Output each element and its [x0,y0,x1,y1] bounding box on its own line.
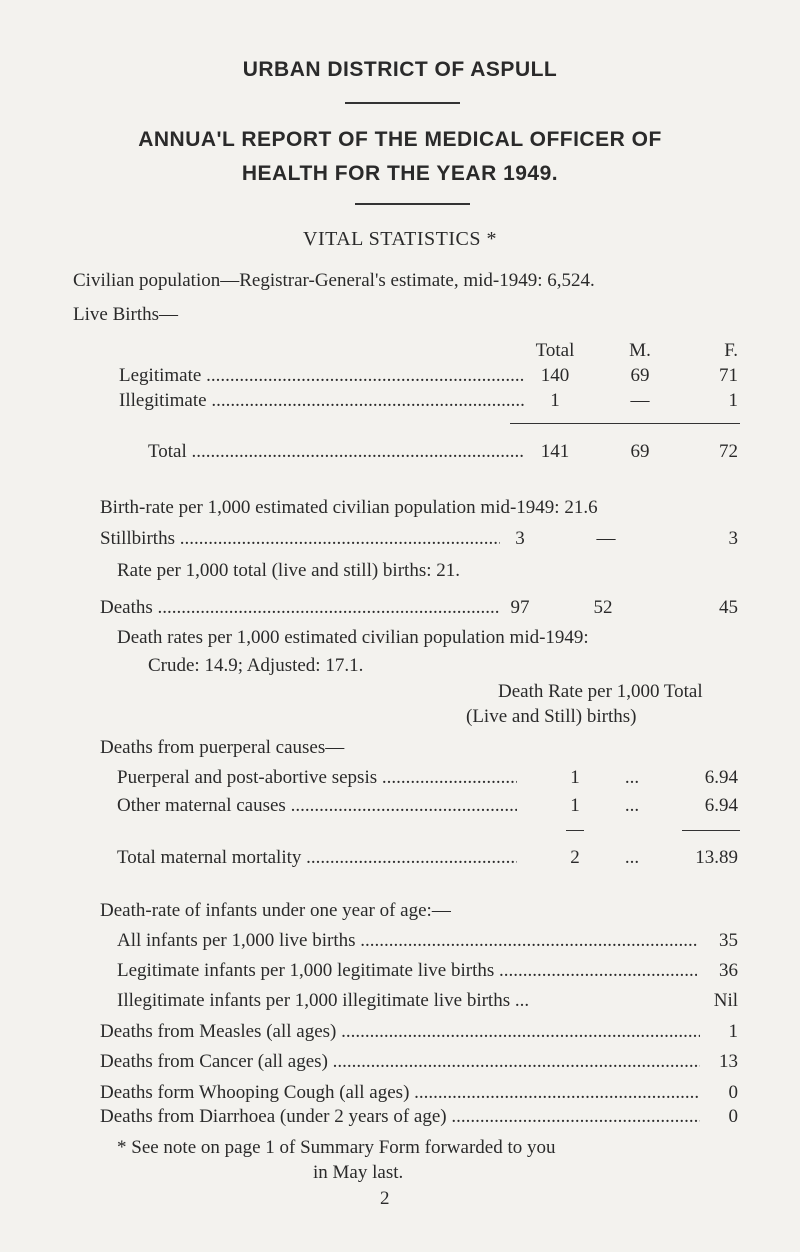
sepsis-count: 1 [570,767,580,788]
stillbirth-rate-line: Rate per 1,000 total (live and still) births: 21. [117,560,460,581]
sepsis-label: Puerperal and post-abortive sepsis ..... [117,767,517,789]
infant-illegitimate-label: Illegitimate infants per 1,000 illegitimate live births ... [117,990,530,1011]
stillbirths-m: — [596,528,616,549]
deaths-f: 45 [719,597,738,618]
section-title: VITAL STATISTICS * [303,228,497,250]
sepsis-sep: ... [624,767,640,788]
stillbirths-f: 3 [728,528,738,549]
deaths-label: Deaths ..... [100,597,500,619]
rate-rule [682,830,740,831]
whooping-cough-value: 0 [728,1082,738,1103]
infant-all-label: All infants per 1,000 live births ..... [117,930,697,952]
divider [355,203,470,205]
stillbirths-total: 3 [515,528,525,549]
rate-heading-line1: Death Rate per 1,000 Total [498,681,703,702]
deaths-total: 97 [510,597,530,618]
maternal-total-rate: 13.89 [695,847,738,868]
total-rule [510,423,740,424]
illegitimate-label: Illegitimate ..... [119,390,524,412]
col-total-header: Total [535,340,575,361]
legitimate-m: 69 [630,365,650,386]
footnote-line1: * See note on page 1 of Summary Form forwarded to you [117,1137,556,1158]
illegitimate-m: — [630,390,650,411]
death-rates-line2: Crude: 14.9; Adjusted: 17.1. [148,655,364,676]
whooping-cough-label: Deaths form Whooping Cough (all ages) ..... [100,1082,700,1104]
report-title-line2: HEALTH FOR THE YEAR 1949. [241,162,559,185]
cancer-value: 13 [719,1051,738,1072]
divider [345,102,460,104]
infant-legitimate-label: Legitimate infants per 1,000 legitimate live births ..... [117,960,697,982]
other-maternal-label: Other maternal causes ..... [117,795,517,817]
count-rule [566,830,584,831]
illegitimate-f: 1 [728,390,738,411]
deaths-m: 52 [593,597,613,618]
infant-legitimate-value: 36 [719,960,738,981]
cancer-label: Deaths from Cancer (all ages) ..... [100,1051,700,1073]
legitimate-total: 140 [540,365,570,386]
col-m-header: M. [629,340,651,361]
illegitimate-total: 1 [550,390,560,411]
live-births-total-f: 72 [719,441,738,462]
other-maternal-sep: ... [624,795,640,816]
other-maternal-rate: 6.94 [704,795,738,816]
measles-label: Deaths from Measles (all ages) ..... [100,1021,700,1043]
infant-all-value: 35 [719,930,738,951]
infant-illegitimate-value: Nil [713,990,738,1011]
stillbirths-label: Stillbirths ..... [100,528,500,550]
live-births-total-m: 69 [630,441,650,462]
live-births-total-label: Total ..... [148,441,524,463]
population-line: Civilian population—Registrar-General's estimate, mid-1949: 6,524. [73,270,595,291]
district-title: URBAN DISTRICT OF ASPULL [242,58,558,81]
footnote-line2: in May last. [313,1162,404,1183]
birth-rate-line: Birth-rate per 1,000 estimated civilian population mid-1949: 21.6 [100,497,598,518]
col-f-header: F. [724,340,738,361]
legitimate-f: 71 [719,365,738,386]
rate-heading-line2: (Live and Still) births) [466,706,637,727]
report-title-line1: ANNUA'L REPORT OF THE MEDICAL OFFICER OF [138,128,662,151]
legitimate-label: Legitimate ..... [119,365,524,387]
live-births-total: 141 [540,441,570,462]
diarrhoea-value: 0 [728,1106,738,1127]
death-rates-line1: Death rates per 1,000 estimated civilian population mid-1949: [117,627,589,648]
maternal-total-label: Total maternal mortality ..... [117,847,517,869]
diarrhoea-label: Deaths from Diarrhoea (under 2 years of age) ..... [100,1106,700,1128]
measles-value: 1 [728,1021,738,1042]
live-births-heading: Live Births— [73,304,179,325]
puerperal-heading: Deaths from puerperal causes— [100,737,345,758]
maternal-total-count: 2 [570,847,580,868]
page-number: 2 [380,1188,390,1209]
maternal-total-sep: ... [624,847,640,868]
infant-heading: Death-rate of infants under one year of age:— [100,900,451,921]
other-maternal-count: 1 [570,795,580,816]
sepsis-rate: 6.94 [704,767,738,788]
